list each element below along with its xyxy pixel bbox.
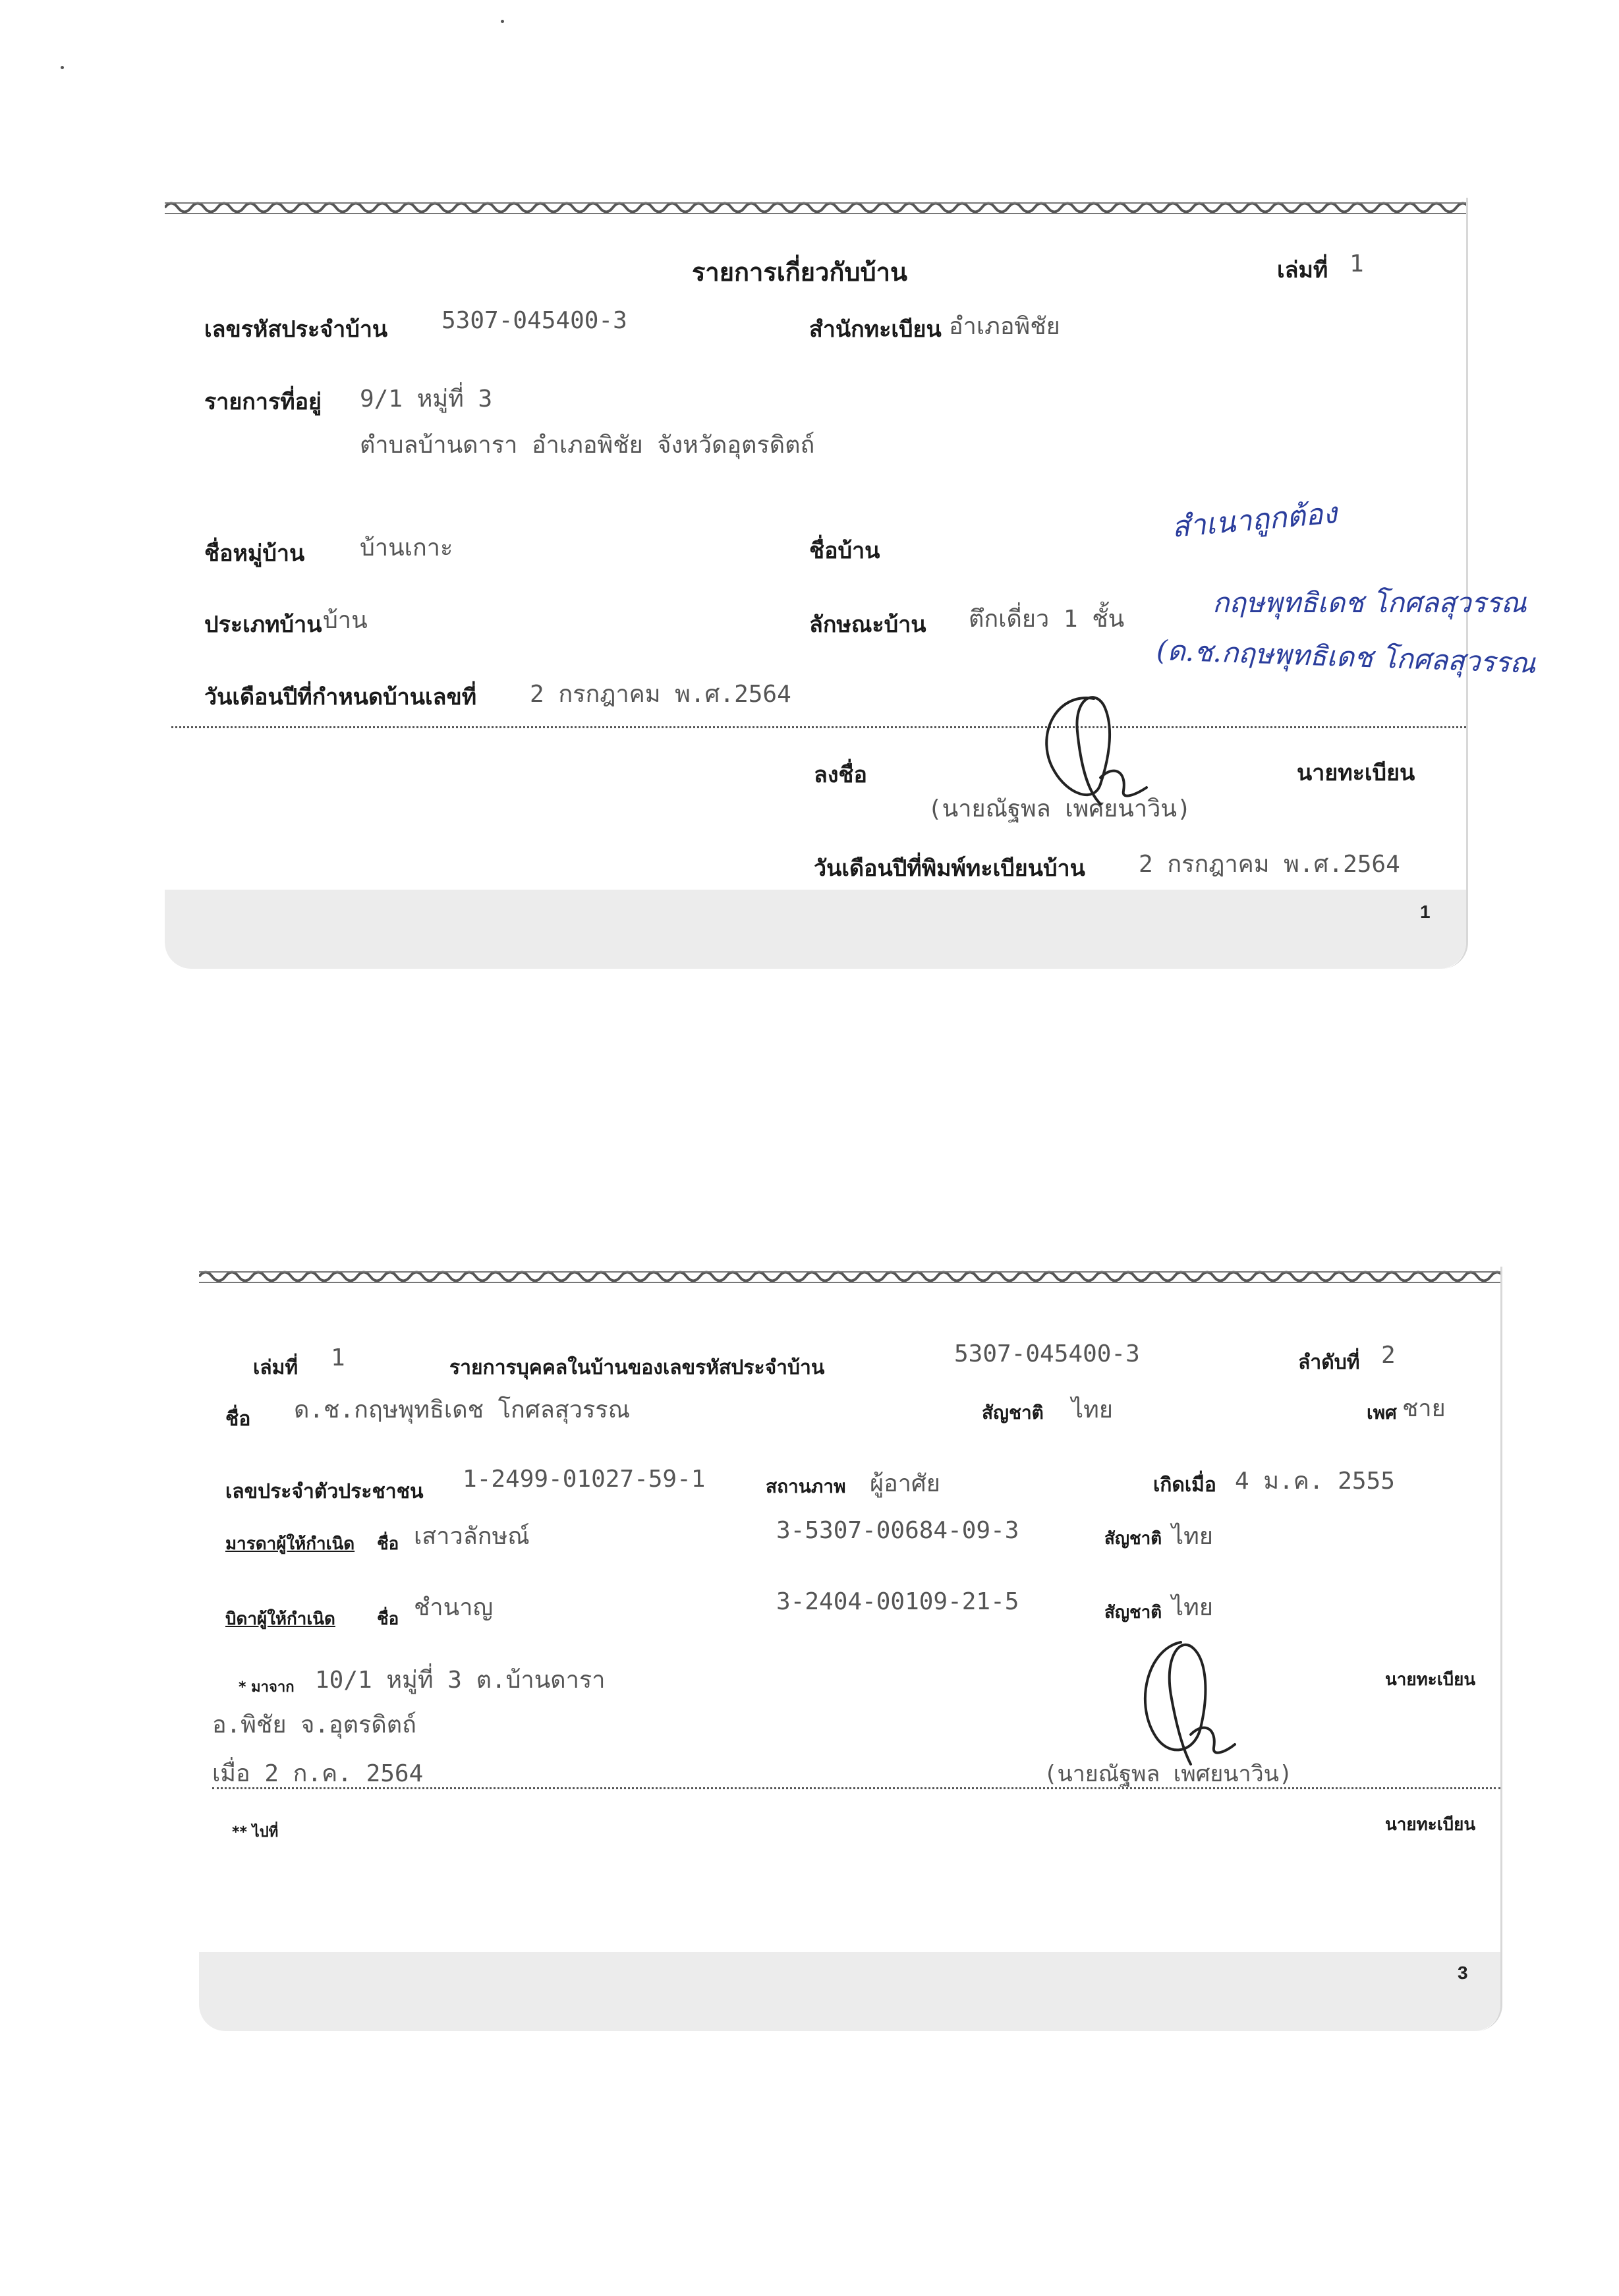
- certified-copy-note: สำเนาถูกต้อง: [1170, 496, 1338, 544]
- moved-from-line-2: อ.พิชัย จ.อุตรดิตถ์: [212, 1711, 416, 1738]
- registrar-name: (นายณัฐพล เพศยนาวิน): [928, 795, 1191, 822]
- mother-name-label: ชื่อ: [377, 1534, 399, 1554]
- name-label: ชื่อ: [225, 1408, 251, 1431]
- scan-speck: [61, 66, 64, 69]
- sign-label: ลงชื่อ: [814, 762, 867, 788]
- book-label: เล่มที่: [1277, 257, 1328, 283]
- citizen-id-value: 1-2499-01027-59-1: [463, 1466, 706, 1493]
- sex-label: เพศ: [1367, 1402, 1397, 1423]
- father-name-value: ชำนาญ: [414, 1594, 494, 1621]
- print-date-label: วันเดือนปีที่พิมพ์ทะเบียนบ้าน: [814, 855, 1085, 882]
- mother-label: มารดาผู้ให้กำเนิด: [225, 1534, 355, 1554]
- perforation-edge: [199, 1267, 1500, 1286]
- mother-name-value: เสาวลักษณ์: [414, 1523, 530, 1550]
- status-value: ผู้อาศัย: [870, 1470, 940, 1497]
- mother-id-value: 3-5307-00684-09-3: [776, 1517, 1019, 1544]
- nationality-label: สัญชาติ: [982, 1402, 1044, 1423]
- moved-to-label: ** ไปที่: [232, 1824, 279, 1841]
- registrar-name: (นายณัฐพล เพศยนาวิน): [1044, 1761, 1293, 1787]
- father-nationality-label: สัญชาติ: [1104, 1603, 1162, 1622]
- person-info-card: [199, 1267, 1502, 2031]
- house-id-value: 5307-045400-3: [954, 1340, 1140, 1367]
- birth-value: 4 ม.ค. 2555: [1235, 1468, 1395, 1495]
- signer-signature-text: กฤษพุทธิเดช โกศลสุวรรณ: [1212, 587, 1527, 619]
- order-number: 2: [1381, 1342, 1396, 1369]
- house-style-label: ลักษณะบ้าน: [809, 612, 926, 638]
- nationality-value: ไทย: [1071, 1396, 1113, 1423]
- print-date-value: 2 กรกฎาคม พ.ศ.2564: [1139, 851, 1400, 878]
- house-type-value: บ้าน: [323, 607, 368, 634]
- village-label: ชื่อหมู่บ้าน: [204, 540, 305, 567]
- moved-from-line-1: 10/1 หมู่ที่ 3 ต.บ้านดารา: [315, 1667, 606, 1694]
- birth-label: เกิดเมื่อ: [1153, 1474, 1216, 1497]
- book-label: เล่มที่: [253, 1356, 298, 1379]
- sex-value: ชาย: [1402, 1395, 1446, 1422]
- registrar-label-2: นายทะเบียน: [1385, 1815, 1476, 1835]
- office-label: สำนักทะเบียน: [809, 316, 942, 343]
- card-title: รายการบุคคลในบ้านของเลขรหัสประจำบ้าน: [449, 1356, 825, 1379]
- assign-date-label: วันเดือนปีที่กำหนดบ้านเลขที่: [204, 684, 477, 710]
- citizen-id-label: เลขประจำตัวประชาชน: [225, 1480, 424, 1503]
- perforation-edge: [165, 198, 1466, 217]
- mother-nationality-label: สัญชาติ: [1104, 1529, 1162, 1549]
- registrar-label: นายทะเบียน: [1385, 1670, 1476, 1690]
- father-nationality-value: ไทย: [1172, 1594, 1213, 1621]
- registrar-signature: [1015, 679, 1173, 817]
- card-footer-band: [165, 890, 1466, 969]
- name-value: ด.ช.กฤษพุทธิเดช โกศลสุวรรณ: [294, 1396, 631, 1423]
- house-id-label: เลขรหัสประจำบ้าน: [204, 316, 388, 343]
- book-number: 1: [1349, 250, 1364, 277]
- page-number: 3: [1458, 1963, 1468, 1983]
- house-type-label: ประเภทบ้าน: [204, 612, 322, 638]
- moved-from-date: เมื่อ 2 ก.ค. 2564: [212, 1760, 424, 1787]
- registrar-signature: [1108, 1622, 1266, 1781]
- address-line-1: 9/1 หมู่ที่ 3: [360, 386, 493, 413]
- book-number: 1: [331, 1344, 345, 1371]
- dotted-divider: [171, 726, 1466, 728]
- address-label: รายการที่อยู่: [204, 389, 322, 415]
- address-line-2: ตำบลบ้านดารา อำเภอพิชัย จังหวัดอุตรดิตถ์: [360, 432, 815, 459]
- order-label: ลำดับที่: [1298, 1351, 1360, 1374]
- status-label: สถานภาพ: [766, 1476, 846, 1497]
- house-id-value: 5307-045400-3: [441, 307, 627, 334]
- house-name-label: ชื่อบ้าน: [809, 538, 880, 564]
- card-title: รายการเกี่ยวกับบ้าน: [692, 258, 907, 287]
- father-name-label: ชื่อ: [377, 1609, 399, 1629]
- mother-nationality-value: ไทย: [1172, 1523, 1213, 1550]
- house-style-value: ตึกเดี่ยว 1 ชั้น: [969, 606, 1125, 633]
- dotted-divider: [212, 1787, 1500, 1789]
- registrar-label: นายทะเบียน: [1297, 760, 1415, 786]
- page-number: 1: [1420, 902, 1431, 922]
- office-value: อำเภอพิชัย: [949, 313, 1060, 340]
- scan-speck: [501, 20, 504, 23]
- signer-full-name: (ด.ช.กฤษพุทธิเดช โกศลสุวรรณ: [1156, 633, 1537, 680]
- card-footer-band: [199, 1952, 1500, 2031]
- assign-date-value: 2 กรกฎาคม พ.ศ.2564: [530, 681, 791, 708]
- father-label: บิดาผู้ให้กำเนิด: [225, 1609, 335, 1629]
- village-value: บ้านเกาะ: [360, 534, 453, 561]
- father-id-value: 3-2404-00109-21-5: [776, 1588, 1019, 1615]
- moved-from-label: * มาจาก: [239, 1679, 295, 1696]
